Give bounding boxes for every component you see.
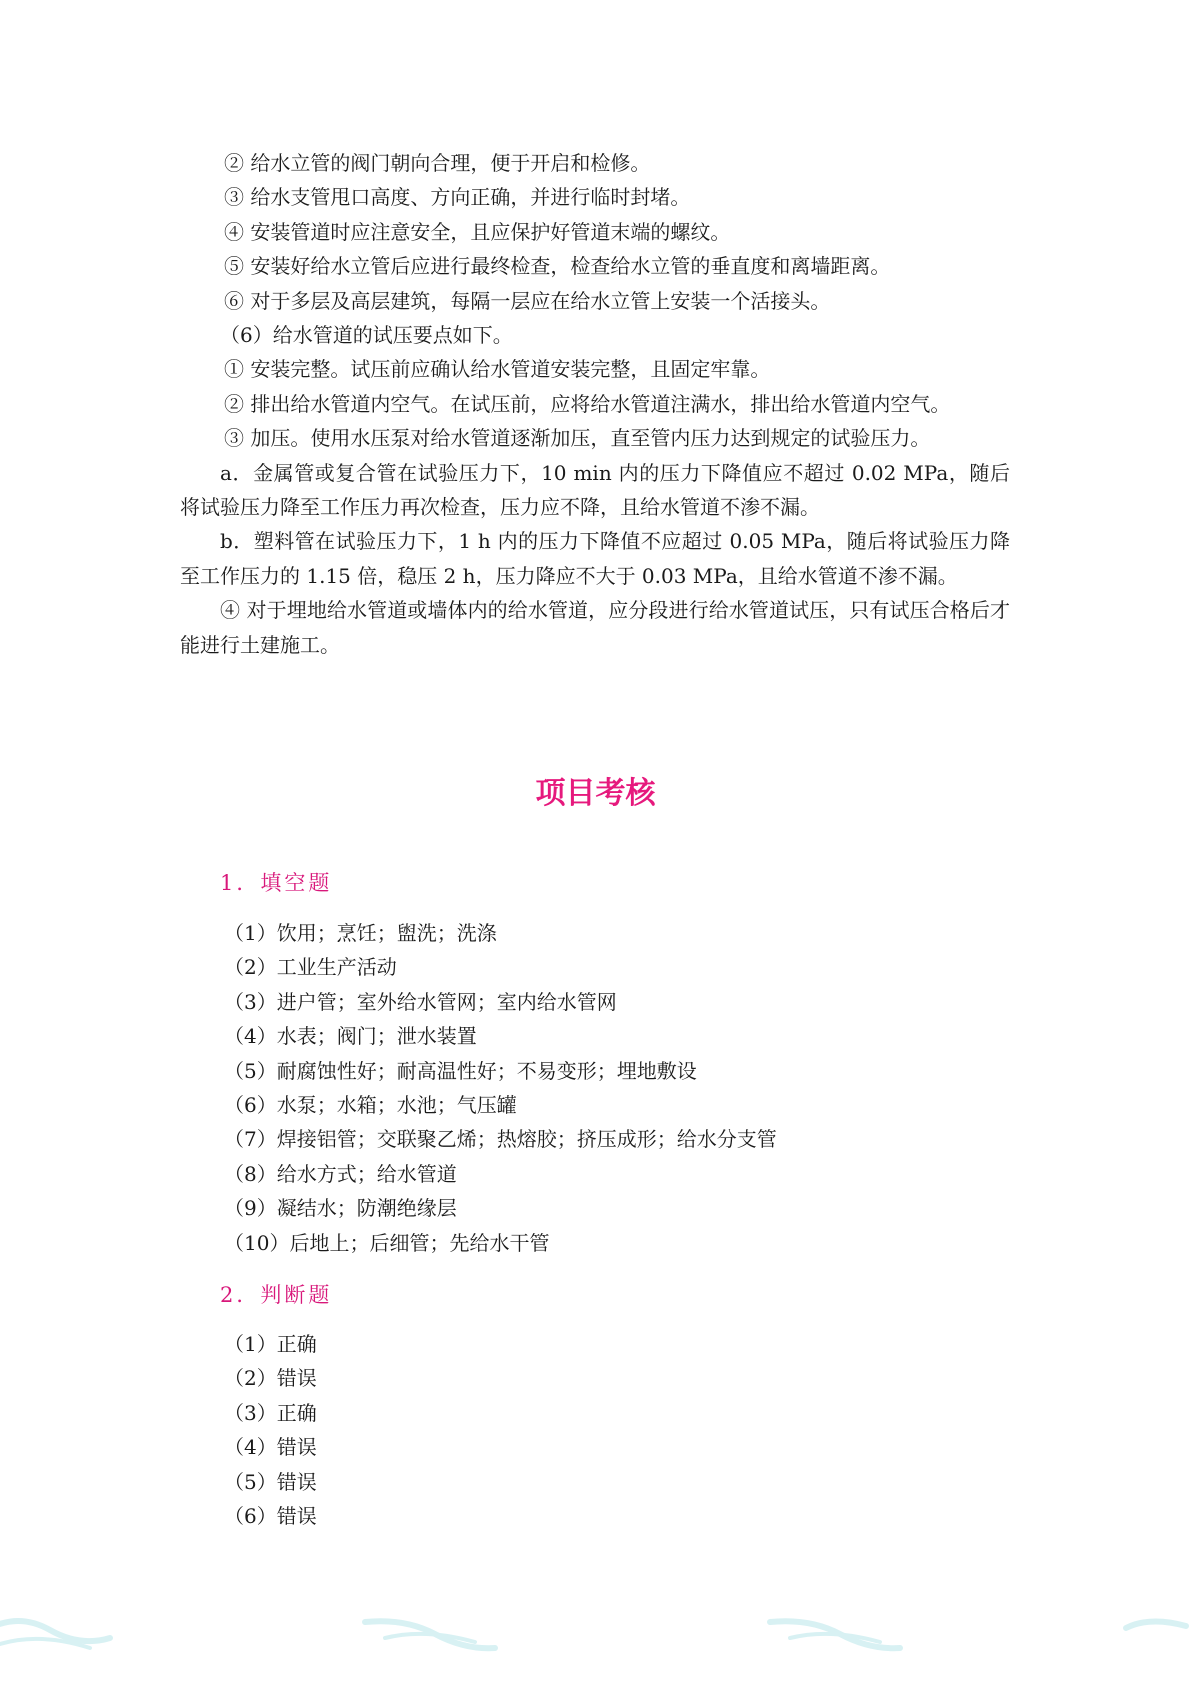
list-item: （1）饮用；烹饪；盥洗；洗涤 (224, 921, 497, 945)
upper-item: ② 给水立管的阀门朝向合理，便于开启和检修。 (224, 151, 651, 175)
upper-item: ④ 安装管道时应注意安全，且应保护好管道末端的螺纹。 (224, 219, 731, 244)
pressure-test-heading: （6）给水管道的试压要点如下。 (220, 323, 513, 348)
list-item: （5）错误 (224, 1469, 317, 1494)
list-item: （2）错误 (224, 1366, 317, 1391)
list-item: （8）给水方式；给水管道 (224, 1161, 457, 1186)
list-item: （6）水泵；水箱；水池；气压罐 (224, 1093, 517, 1118)
publisher-watermark-icon (355, 1608, 505, 1658)
publisher-watermark-icon (760, 1608, 910, 1658)
pressure-test-step: ② 排出给水管道内空气。在试压前，应将给水管道注满水，排出给水管道内空气。 (224, 391, 951, 416)
list-item: （3）进户管；室外给水管网；室内给水管网 (224, 989, 617, 1014)
true-false-heading: 2．判断题 (220, 1283, 333, 1307)
list-item: （2）工业生产活动 (224, 955, 397, 980)
fill-blank-heading: 1．填空题 (220, 871, 333, 895)
publisher-watermark-icon (1120, 1608, 1191, 1658)
list-item: （4）错误 (224, 1435, 317, 1460)
upper-item: ③ 给水支管甩口高度、方向正确，并进行临时封堵。 (224, 185, 691, 210)
upper-item: ⑤ 安装好给水立管后应进行最终检查，检查给水立管的垂直度和离墙距离。 (224, 254, 891, 279)
pressure-test-para-a: a．金属管或复合管在试验压力下，10 min 内的压力下降值应不超过 0.02 MPa，随后将试验压力降至工作压力再次检查，压力应不降，且给水管道不渗不漏。 (180, 460, 1010, 520)
list-item: （7）焊接铝管；交联聚乙烯；热熔胶；挤压成形；给水分支管 (224, 1127, 777, 1152)
publisher-watermark-icon (0, 1608, 130, 1658)
pressure-test-step: ① 安装完整。试压前应确认给水管道安装完整，且固定牢靠。 (224, 357, 771, 382)
list-item: （5）耐腐蚀性好；耐高温性好；不易变形；埋地敷设 (224, 1058, 697, 1083)
upper-item: ⑥ 对于多层及高层建筑，每隔一层应在给水立管上安装一个活接头。 (224, 288, 831, 313)
upper-list (180, 146, 1010, 662)
list-item: （3）正确 (224, 1400, 317, 1425)
list-item: （9）凝结水；防潮绝缘层 (224, 1196, 457, 1221)
fill-blank-answers (224, 916, 777, 1260)
list-item: （1）正确 (224, 1332, 317, 1356)
pressure-test-para-b: b．塑料管在试验压力下，1 h 内的压力下降值不应超过 0.05 MPa，随后将试验压力降至工作压力的 1.15 倍，稳压 2 h，压力降应不大于 0.03 MPa，且给水管道不渗不漏。 (180, 529, 1010, 588)
assessment-title: 项目考核 (535, 776, 656, 811)
pressure-test-para-4: ④ 对于埋地给水管道或墙体内的给水管道，应分段进行给水管道试压，只有试压合格后才能进行土建施工。 (180, 598, 1010, 657)
list-item: （4）水表；阀门；泄水装置 (224, 1024, 477, 1049)
list-item: （6）错误 (224, 1504, 317, 1529)
true-false-answers (224, 1327, 317, 1533)
pressure-test-step: ③ 加压。使用水压泵对给水管道逐渐加压，直至管内压力达到规定的试验压力。 (224, 426, 931, 451)
list-item: （10）后地上；后细管；先给水干管 (224, 1230, 550, 1255)
